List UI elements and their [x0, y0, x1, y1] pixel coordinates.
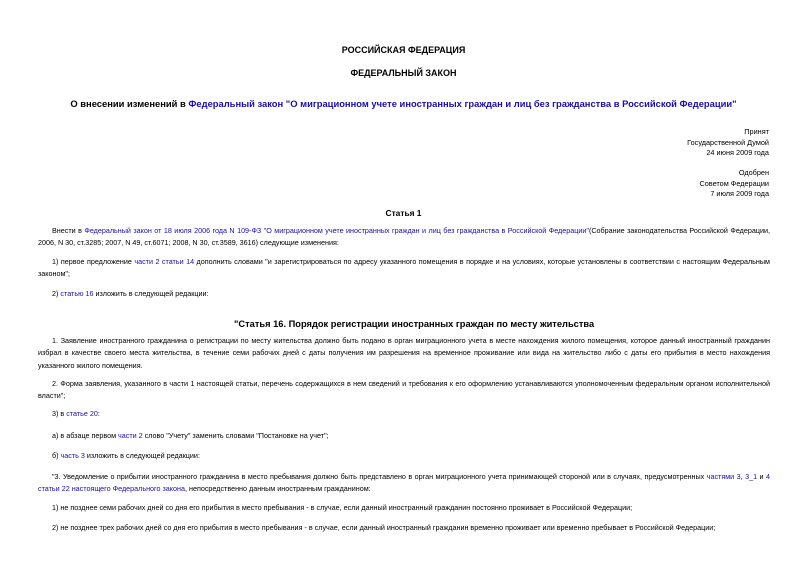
item-2-text-a: 2) [52, 289, 61, 298]
subitem-1-text: 1) не позднее семи рабочих дней со дня его прибытия в место пребывания - в случае, если данный иностранный гражданин постоянно проживает в Российской Федерации; [52, 503, 633, 512]
article-1-item-1 [38, 256, 770, 281]
subitem-2 [38, 522, 770, 534]
subitem-a-text-a: а) в абзаце первом [52, 431, 119, 440]
subitem-2-text: 2) не позднее трех рабочих дней со дня его прибытия в место пребывания - в случае, если данный иностранный гражданин временно проживает или временно пребывает в Российской Федерации; [52, 523, 716, 532]
part-1-text: 1. Заявление иностранного гражданина о регистрации по месту жительства должно быть подано в орган миграционного учета в месте нахождения жилого помещения, которое данный иностранный гражданин избрал в качестве своего места жительства, в течение семи рабочих дней с даты получения им разрешения на временное проживание или вида на жительство либо с даты его прибытия в место нахождения указанного жилого помещения. [38, 336, 770, 370]
approved-line-2: Советом Федерации [699, 178, 769, 188]
intro-text-a: Внести в [52, 226, 85, 235]
subitem-b-text-a: б) [52, 451, 61, 460]
article-16-part-2 [38, 378, 770, 403]
part-2-article-14-link[interactable]: части 2 статьи 14 [134, 257, 195, 266]
country-heading: РОССИЙСКАЯ ФЕДЕРАЦИЯ [341, 45, 466, 55]
item-3-text-b: : [97, 409, 100, 418]
item-1-text-a: 1) первое предложение [52, 257, 135, 266]
parts-3-link[interactable]: частями 3 [706, 472, 741, 481]
part-3-text-b: , непосредственно данным иностранным гражданином: [184, 484, 371, 494]
law-title-link[interactable]: Федеральный закон "О миграционном учете иностранных граждан и лиц без гражданства в Российской Федерации" [188, 98, 737, 109]
article-1-intro [38, 225, 770, 250]
law-title-prefix: О внесении изменений в [70, 98, 189, 109]
notification-part-3 [38, 471, 770, 496]
part-3-link[interactable]: часть 3 [60, 451, 85, 460]
adopted-line-1: Принят [744, 127, 769, 136]
article-1-heading: Статья 1 [385, 208, 422, 218]
adopted-date: 24 июня 2009 года [706, 148, 769, 157]
article-1-item-3 [38, 408, 770, 420]
article-16-link[interactable]: статью 16 [60, 289, 94, 298]
approved-line-1: Одобрен [738, 168, 769, 177]
adopted-line-2: Государственной Думой [687, 137, 769, 147]
item-1-text-b: дополнить словами "и зарегистрироваться по адресу указанного помещения в порядке и на условиях, которые установлены в соответствии с настоящим Федеральным законом"; [38, 257, 770, 279]
part-3-sep-1: , [740, 472, 746, 481]
subitem-a-text-b: слово "Учету" заменить словами "Постановке на учет"; [142, 431, 329, 440]
item-2-text-b: изложить в следующей редакции: [93, 289, 209, 298]
this-federal-law-link[interactable]: настоящего Федерального закона [71, 484, 185, 494]
approved-date: 7 июля 2009 года [710, 189, 769, 198]
article-16-part-1 [38, 335, 770, 372]
item-3-text-a: 3) в [52, 409, 67, 418]
approved-block [699, 168, 769, 200]
part-2-text: 2. Форма заявления, указанного в части 1 настоящей статьи, перечень содержащихся в нем сведений и требования к его оформлению устанавливаются уполномоченным федеральным органом исполнительной власти"; [38, 379, 770, 401]
article-20-link[interactable]: статье 20 [66, 409, 98, 418]
intro-text-b: (Собрание законодательства Российской Федерации, 2006, N 30, ст.3285; 2007, N 49, ст.6071; 2008, N 30, ст.3589, 3616) следующие изменения: [38, 226, 770, 248]
part-3-text-a: "3. Уведомление о прибытии иностранного гражданина в место пребывания должно быть представлено в орган миграционного учета принимающей стороной или в случаях, предусмотренных [52, 472, 707, 481]
law-type-heading: ФЕДЕРАЛЬНЫЙ ЗАКОН [350, 68, 457, 78]
article-1-item-2 [38, 288, 770, 300]
subitem-1 [38, 502, 770, 514]
law-109-link[interactable]: Федеральный закон от 18 июля 2006 года N 109-ФЗ "О миграционном учете иностранных граждан и лиц без гражданства в Российской Федерации" [84, 226, 589, 235]
part-3-1-link[interactable]: 3_1 [745, 472, 758, 481]
law-title [0, 98, 807, 109]
subitem-b [38, 450, 770, 462]
part-3-sep-2: и [757, 472, 766, 481]
part-2-link[interactable]: части 2 [118, 431, 143, 440]
adopted-block [687, 127, 769, 159]
subitem-a [38, 430, 770, 442]
part-4-article-22-link[interactable]: 4 статьи 22 [38, 472, 770, 494]
article-16-heading: "Статья 16. Порядок регистрации иностранных граждан по месту жительства [234, 319, 595, 329]
subitem-b-text-b: изложить в следующей редакции: [84, 451, 200, 460]
